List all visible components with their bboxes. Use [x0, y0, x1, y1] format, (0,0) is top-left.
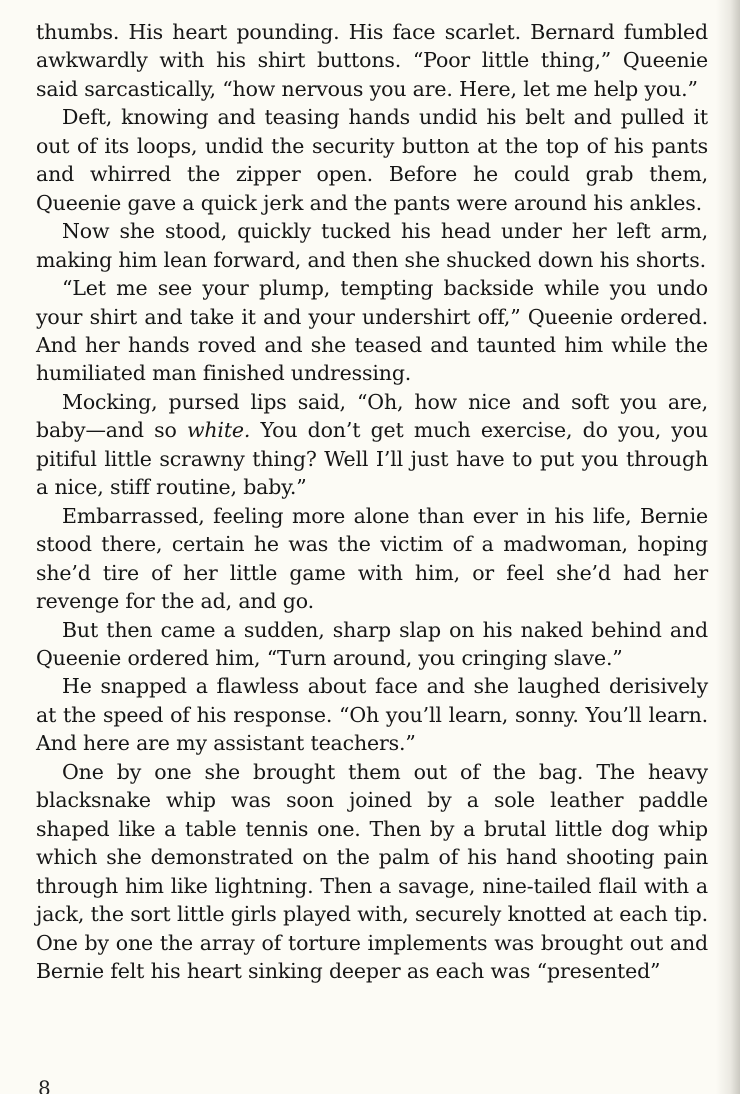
paragraph-text: One by one she brought them out of the bag. The heavy blacksnake whip was soon joined by a sole leather paddle shaped like a table tennis one. Then by a brutal little dog whip which she demonstrated on the palm of his hand shooting pain through him like lightning. Then a savage, nine-tailed flail with a jack, the sort little girls played with, securely knotted at each tip. One by one the array of torture implements was brought out and Bernie felt his heart sinking deeper as each was “presented” — [36, 759, 708, 983]
paragraph-text: Deft, knowing and teasing hands undid his belt and pulled it out of its loops, undid the security button at the top of his pants and whirred the zipper open. Before he could grab them, Queenie gave a quick jerk and the pants were around his ankles. — [36, 105, 708, 215]
paragraph-text: You don’t get much exercise, do you, you pitiful little scrawny thing? Well I’ll just have to put you through a nice, stiff routine, baby.” — [36, 418, 708, 500]
paragraph — [36, 616, 708, 673]
italic-emphasis: white. — [186, 418, 251, 443]
paragraph — [36, 388, 708, 502]
paragraph-text: “Let me see your plump, tempting backside while you undo your shirt and take it and your undershirt off,” Queenie ordered. And her hands roved and she teased and taunted him while the humiliated man finished undressing. — [36, 276, 708, 386]
body-text — [36, 18, 708, 985]
page-number: 8 — [38, 1076, 51, 1094]
paragraph — [36, 502, 708, 616]
paragraph — [36, 103, 708, 217]
paragraph — [36, 217, 708, 274]
paragraph-text: But then came a sudden, sharp slap on his naked behind and Queenie ordered him, “Turn around, you cringing slave.” — [36, 617, 708, 670]
paragraph-text: Mocking, pursed lips said, “Oh, how nice and soft you are, baby—and so — [36, 389, 708, 443]
paragraph — [36, 672, 708, 757]
paragraph-text: Embarrassed, feeling more alone than ever in his life, Bernie stood there, certain he was the victim of a madwoman, hoping she’d tire of her little game with him, or feel she’d had her revenge for the ad, and go. — [36, 503, 708, 614]
paragraph — [36, 274, 708, 388]
paragraph-text: thumbs. His heart pounding. His face scarlet. Bernard fumbled awkwardly with his shirt buttons. “Poor little thing,” Queenie said sarcastically, “how nervous you are. Here, let me help you.” — [36, 20, 708, 101]
paragraph-text: He snapped a flawless about face and she laughed derisively at the speed of his response. “Oh you’ll learn, sonny. You’ll learn. And here are my assistant teachers.” — [36, 674, 708, 756]
page-edge-shadow — [716, 0, 740, 1094]
paragraph — [36, 758, 708, 986]
paragraph-text: Now she stood, quickly tucked his head under her left arm, making him lean forward, and then she shucked down his shorts. — [36, 219, 708, 272]
paragraph — [36, 18, 708, 103]
